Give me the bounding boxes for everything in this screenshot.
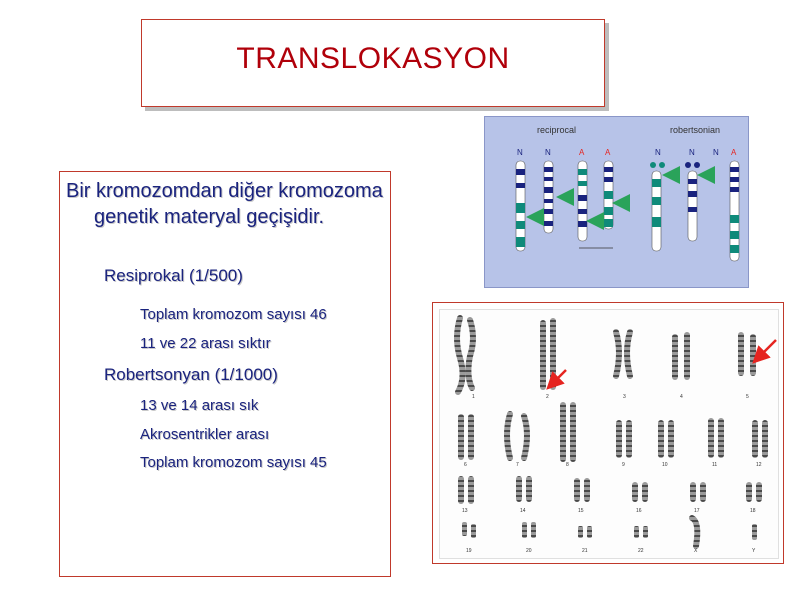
chromosome-number: 22 [638, 548, 644, 554]
chromosome-tag: N [689, 148, 695, 157]
karyotype-box [432, 302, 784, 564]
chromosome-pair-1 [457, 318, 473, 392]
chromosome-number: 18 [750, 508, 756, 514]
robertsonian-item: Akrosentrikler arası [140, 426, 270, 443]
chromosome-pair-11 [708, 418, 724, 458]
chromosome-number: 19 [466, 548, 472, 554]
chromosome-pair-4 [672, 332, 690, 380]
chromosome-number: 11 [712, 462, 718, 468]
chromosome-number: 20 [526, 548, 532, 554]
chromosome-pair-10 [658, 420, 674, 458]
karyotype-svg [440, 310, 778, 558]
chromosome-number: 7 [516, 462, 519, 468]
robertsonian-label: robertsonian [670, 125, 721, 135]
chromosome-pair-7 [507, 414, 527, 458]
chromosome-pair-18 [746, 482, 762, 502]
chromosome-tag: N [713, 148, 719, 157]
definition-text: Bir kromozomdan diğer kromozoma genetik materyal geçişidir. [66, 180, 383, 228]
karyotype-image [439, 309, 779, 559]
chromosome-number: 16 [636, 508, 642, 514]
reciprocal-item: Toplam kromozom sayısı 46 [140, 306, 327, 323]
chromosome-number: 5 [746, 394, 749, 400]
reciprocal-label: reciprocal [537, 125, 577, 135]
robertsonian-heading: Robertsonyan (1/1000) [104, 365, 278, 384]
chromosome-pair-2 [540, 318, 556, 390]
robertsonian-item: Toplam kromozom sayısı 45 [140, 454, 327, 471]
chromosome-number: 21 [582, 548, 588, 554]
diagram-svg [485, 117, 748, 287]
chromosome-pair-3 [616, 332, 630, 376]
chromosome-number: 9 [622, 462, 625, 468]
chromosome-number: 15 [578, 508, 584, 514]
chromosome-pair-14 [516, 476, 532, 502]
chromosome-tag: N [655, 148, 661, 157]
chromosome-pair-6 [458, 414, 474, 460]
chromosome-number: 1 [472, 394, 475, 400]
chromosome-y [752, 524, 757, 540]
chromosome-pair-21 [578, 526, 592, 538]
red-arrow-icon [754, 340, 776, 362]
chromosome-x [692, 518, 697, 546]
text-box [59, 171, 391, 577]
chromosome-number: 4 [680, 394, 683, 400]
reciprocal-heading: Resiprokal (1/500) [104, 266, 243, 285]
chromosome-number: 10 [662, 462, 668, 468]
chromosome-pair-20 [522, 522, 536, 538]
translocated-chromosome-b [604, 161, 613, 229]
chromosome-number: 12 [756, 462, 762, 468]
chromosome-pair-16 [632, 482, 648, 502]
normal-chromosome-a [516, 161, 525, 251]
satellite [659, 162, 665, 168]
title-box [141, 19, 605, 107]
normal-chromosome-b [544, 161, 553, 233]
chromosome-number: 17 [694, 508, 700, 514]
chromosome-number: Y [752, 548, 756, 554]
chromosome-number: X [694, 548, 698, 554]
slide-title: TRANSLOKASYON [236, 42, 510, 75]
chromosome-tag: N [545, 148, 551, 157]
chromosome-number: 13 [462, 508, 468, 514]
chromosome-pair-19 [462, 522, 476, 538]
chromosome-pair-12 [752, 420, 768, 458]
chromosome-number: 6 [464, 462, 467, 468]
chromosome-number: 3 [623, 394, 626, 400]
chromosome-tag: N [517, 148, 523, 157]
translocated-chromosome-a [578, 161, 587, 241]
acrocentric-chromosome [685, 162, 697, 241]
chromosome-pair-22 [634, 526, 648, 538]
chromosome-number: 8 [566, 462, 569, 468]
chromosome-number: 14 [520, 508, 526, 514]
chromosome-pair-8 [560, 402, 576, 462]
chromosome-pair-15 [574, 478, 590, 502]
robertsonian-item: 13 ve 14 arası sık [140, 397, 259, 414]
translocation-diagram [484, 116, 749, 288]
chromosome-pair-5 [738, 332, 756, 376]
chromosome-tag: A [579, 148, 585, 157]
chromosome-tag: A [605, 148, 611, 157]
chromosome-pair-17 [690, 482, 706, 502]
chromosome-pair-13 [458, 476, 474, 504]
acrocentric-chromosome [650, 162, 661, 251]
chromosome-tag: A [731, 148, 737, 157]
reciprocal-item: 11 ve 22 arası sıktır [140, 335, 271, 352]
chromosome-number: 2 [546, 394, 549, 400]
satellite [694, 162, 700, 168]
fused-chromosome [730, 161, 739, 261]
chromosome-pair-9 [616, 420, 632, 458]
